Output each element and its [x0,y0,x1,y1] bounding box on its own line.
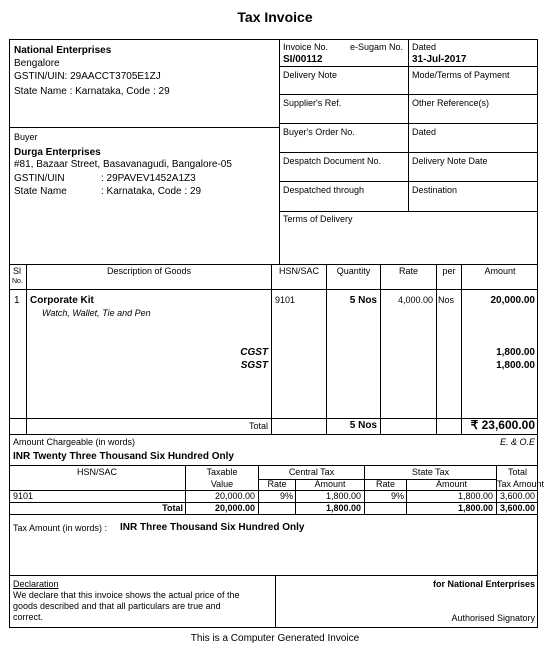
eoe-label: E. & O.E [499,437,535,447]
buyer-state-label: State Name [14,186,67,197]
declaration-line-3: correct. [13,612,44,622]
tax-total-c-amount: 1,800.00 [325,503,361,513]
row-rate: 4,000.00 [397,295,433,305]
tax-bottom-line [9,514,538,515]
row-item-name: Corporate Kit [30,295,94,306]
esugam-label: e-Sugam No. [350,42,404,52]
col-per: per [442,266,456,276]
tax-col-tax-amount: Tax Amount [497,479,545,489]
declaration-label: Declaration [13,579,59,589]
seller-buyer-separator [9,127,279,128]
row-qty: 5 Nos [349,295,377,306]
despatched-through-label: Despatched through [283,185,365,195]
invoice-title: Tax Invoice [237,9,313,25]
tax-top-line [9,465,538,466]
destination-label: Destination [412,185,458,195]
col-rate: Rate [398,266,418,276]
tax-col-s-amount: Amount [435,479,468,489]
tax-col-hsn: HSN/SAC [76,467,117,477]
footer-note: This is a Computer Generated Invoice [190,633,360,644]
hdr-row-line [279,211,538,212]
declaration-top-line [9,575,538,576]
goods-total-top-line [9,418,538,419]
tax-row-c-rate: 9% [279,491,293,501]
tax-row-hsn: 9101 [13,491,34,501]
tax-col-c-amount: Amount [314,479,346,489]
buyer-gstin-value: : 29PAVEV1452A1Z3 [101,173,196,184]
tax-total-taxable: 20,000.00 [214,503,255,513]
amount-words-value: INR Twenty Three Thousand Six Hundred Only [13,451,234,462]
buyer-label: Buyer [14,132,38,142]
terms-of-delivery-label: Terms of Delivery [283,214,353,224]
tax-col-taxable: Taxable [206,467,238,477]
seller-gstin: GSTIN/UIN: 29AACCT3705E1ZJ [14,71,161,82]
tax-col-state: State Tax [411,467,450,477]
goods-col [380,264,381,434]
row-hsn: 9101 [275,295,296,305]
col-no: No. [12,278,23,285]
row-item-desc: Watch, Wallet, Tie and Pen [42,308,151,318]
col-quantity: Quantity [336,266,371,276]
dated2-label: Dated [412,127,437,137]
amount-words-label: Amount Chargeable (in words) [13,437,136,447]
row-per: Nos [438,295,455,305]
goods-header-line [9,289,538,290]
cgst-label: CGST [240,347,268,358]
sgst-amount: 1,800.00 [496,360,535,371]
goods-col [271,264,272,434]
tax-col-c-rate: Rate [267,479,287,489]
tax-row-total: 3,600.00 [499,491,535,501]
authorised-signatory: Authorised Signatory [451,613,535,623]
invoice-no: SI/00112 [283,54,323,65]
buyer-address: #81, Bazaar Street, Basavanagudi, Bangalore-05 [14,159,232,170]
tax-words-label: Tax Amount (in words) : [13,523,108,533]
tax-row-taxable: 20,000.00 [214,491,255,501]
tax-total-s-amount: 1,800.00 [457,503,493,513]
goods-total-label: Total [248,421,268,431]
buyer-name: Durga Enterprises [14,147,101,158]
declaration-line-2: goods described and that all particulars are true and [13,601,221,611]
tax-total-label: Total [162,503,183,513]
col-sl: Sl [13,266,22,276]
buyer-gstin-label: GSTIN/UIN [14,173,65,184]
seller-state: State Name : Karnataka, Code : 29 [14,86,170,97]
col-amount: Amount [484,266,516,276]
cgst-amount: 1,800.00 [496,347,535,358]
goods-total-qty: 5 Nos [349,420,377,431]
hdr-row-line [279,66,538,67]
buyers-order-label: Buyer's Order No. [283,127,355,137]
col-hsn: HSN/SAC [278,266,319,276]
goods-total-amount: ₹ 23,600.00 [470,418,535,432]
signature-for: for National Enterprises [432,579,535,589]
hdr-row-line [279,181,538,182]
mode-terms-label: Mode/Terms of Payment [412,70,510,80]
seller-name: National Enterprises [14,45,112,56]
tax-col-total: Total [507,467,527,477]
buyer-state-value: : Karnataka, Code : 29 [101,186,202,197]
tax-total-total: 3,600.00 [499,503,535,513]
goods-top-line [9,264,538,265]
hdr-row-line [279,94,538,95]
tax-col-central: Central Tax [288,467,335,477]
invoice-no-label: Invoice No. [283,42,329,52]
tax-row-c-amount: 1,800.00 [325,491,361,501]
sgst-label: SGST [240,360,268,371]
row-sl: 1 [14,295,20,306]
tax-col-value: Value [210,479,234,489]
row-amount: 20,000.00 [490,295,535,306]
goods-col [326,264,327,434]
hdr-row-line [279,123,538,124]
invoice-date: 31-Jul-2017 [412,54,467,65]
hdr-row-line [279,152,538,153]
delivery-note-date-label: Delivery Note Date [412,156,488,166]
goods-col [436,264,437,434]
goods-bottom-line [9,434,538,435]
tax-row-s-rate: 9% [390,491,404,501]
other-refs-label: Other Reference(s) [412,98,490,108]
tax-words-value: INR Three Thousand Six Hundred Only [120,522,305,533]
declaration-line-1: We declare that this invoice shows the actual price of the [13,590,240,600]
delivery-note-label: Delivery Note [283,70,338,80]
despatch-doc-label: Despatch Document No. [283,156,382,166]
suppliers-ref-label: Supplier's Ref. [283,98,342,108]
tax-col-s-rate: Rate [375,479,395,489]
tax-row-s-amount: 1,800.00 [457,491,493,501]
dated-label: Dated [412,42,437,52]
col-description: Description of Goods [106,266,192,276]
header-col-divider [408,39,409,212]
declaration-divider [275,575,276,628]
seller-city: Bengalore [14,58,60,69]
